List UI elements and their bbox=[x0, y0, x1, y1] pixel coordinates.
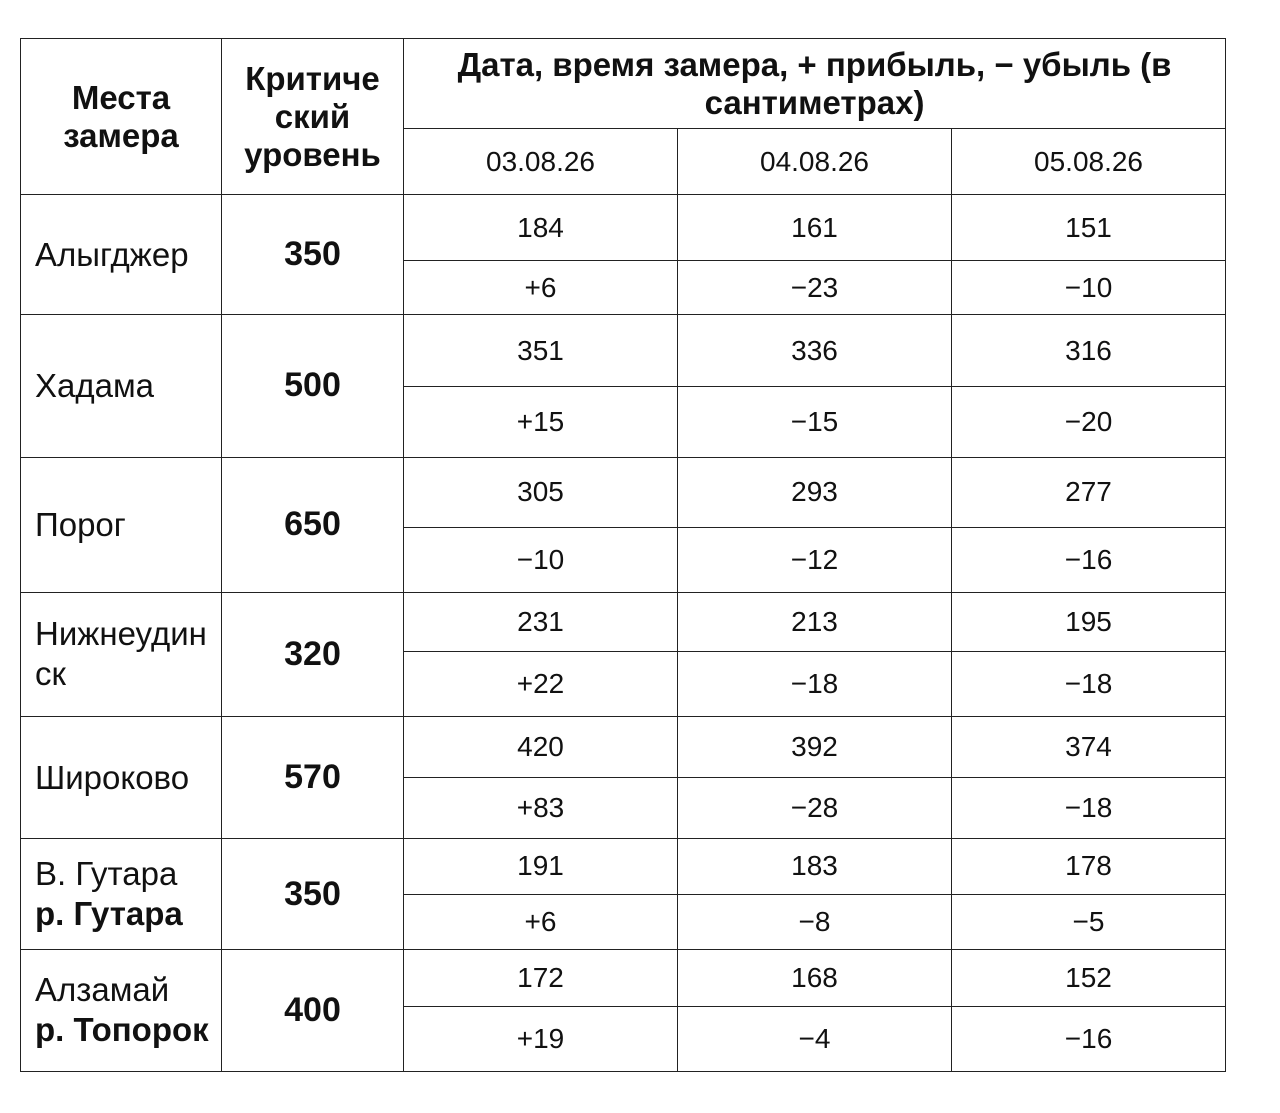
level-value-cell: 183 bbox=[678, 839, 952, 894]
change-value-cell: −16 bbox=[952, 1006, 1226, 1071]
change-value-cell: +15 bbox=[404, 387, 678, 457]
place-cell bbox=[21, 839, 222, 949]
header-row bbox=[21, 39, 1226, 129]
level-value-cell: 420 bbox=[404, 717, 678, 778]
place-name: В. Гутара bbox=[35, 855, 178, 892]
critical-level-cell: 320 bbox=[222, 592, 404, 716]
level-value-cell: 293 bbox=[678, 457, 952, 527]
change-value-cell: −18 bbox=[678, 651, 952, 716]
water-level-table bbox=[20, 38, 1226, 1072]
level-value-cell: 195 bbox=[952, 592, 1226, 651]
place-name: Хадама bbox=[35, 366, 155, 404]
level-value-cell: 277 bbox=[952, 457, 1226, 527]
critical-level-cell: 650 bbox=[222, 457, 404, 592]
change-value-cell: −12 bbox=[678, 527, 952, 592]
table-row bbox=[21, 839, 1226, 894]
critical-level-cell: 350 bbox=[222, 839, 404, 949]
change-value-cell: +83 bbox=[404, 778, 678, 839]
table-row bbox=[21, 717, 1226, 778]
place-cell bbox=[21, 195, 222, 315]
river-name: р. Топорок bbox=[35, 1011, 209, 1049]
change-value-cell: −28 bbox=[678, 778, 952, 839]
level-value-cell: 336 bbox=[678, 315, 952, 387]
level-value-cell: 178 bbox=[952, 839, 1226, 894]
change-value-cell: +6 bbox=[404, 894, 678, 949]
critical-level-cell: 400 bbox=[222, 949, 404, 1071]
place-cell bbox=[21, 315, 222, 457]
critical-level-cell: 570 bbox=[222, 717, 404, 839]
level-value-cell: 172 bbox=[404, 949, 678, 1006]
measurement-header: Дата, время замера, + прибыль, − убыль (в сантиметрах) bbox=[404, 39, 1226, 129]
change-value-cell: −10 bbox=[404, 527, 678, 592]
place-name: Алыгджер bbox=[35, 235, 189, 273]
place-name: Нижнеудинск bbox=[35, 615, 207, 693]
change-value-cell: −16 bbox=[952, 527, 1226, 592]
table-row bbox=[21, 195, 1226, 261]
level-value-cell: 151 bbox=[952, 195, 1226, 261]
change-value-cell: −10 bbox=[952, 261, 1226, 315]
level-value-cell: 374 bbox=[952, 717, 1226, 778]
level-value-cell: 184 bbox=[404, 195, 678, 261]
change-value-cell: −5 bbox=[952, 894, 1226, 949]
place-cell bbox=[21, 717, 222, 839]
change-value-cell: −20 bbox=[952, 387, 1226, 457]
place-name: Алзамай bbox=[35, 971, 170, 1009]
change-value-cell: −8 bbox=[678, 894, 952, 949]
table-row bbox=[21, 949, 1226, 1006]
table-row bbox=[21, 315, 1226, 387]
level-value-cell: 213 bbox=[678, 592, 952, 651]
change-value-cell: −15 bbox=[678, 387, 952, 457]
river-name: р. Гутара bbox=[35, 895, 183, 932]
date-header: 05.08.26 bbox=[952, 129, 1226, 195]
level-value-cell: 305 bbox=[404, 457, 678, 527]
critical-level-header: Критиче ский уровень bbox=[222, 39, 404, 195]
change-value-cell: +22 bbox=[404, 651, 678, 716]
place-name: Порог bbox=[35, 505, 126, 543]
change-value-cell: −18 bbox=[952, 778, 1226, 839]
critical-level-cell: 500 bbox=[222, 315, 404, 457]
level-value-cell: 392 bbox=[678, 717, 952, 778]
place-cell bbox=[21, 592, 222, 716]
critical-level-cell: 350 bbox=[222, 195, 404, 315]
level-value-cell: 316 bbox=[952, 315, 1226, 387]
table-row bbox=[21, 592, 1226, 651]
level-value-cell: 351 bbox=[404, 315, 678, 387]
place-cell bbox=[21, 457, 222, 592]
level-value-cell: 168 bbox=[678, 949, 952, 1006]
place-name: Широково bbox=[35, 758, 190, 796]
place-cell bbox=[21, 949, 222, 1071]
change-value-cell: −4 bbox=[678, 1006, 952, 1071]
table-row bbox=[21, 457, 1226, 527]
level-value-cell: 231 bbox=[404, 592, 678, 651]
level-value-cell: 161 bbox=[678, 195, 952, 261]
date-header: 04.08.26 bbox=[678, 129, 952, 195]
change-value-cell: +6 bbox=[404, 261, 678, 315]
places-header: Места замера bbox=[21, 39, 222, 195]
change-value-cell: +19 bbox=[404, 1006, 678, 1071]
date-header: 03.08.26 bbox=[404, 129, 678, 195]
change-value-cell: −23 bbox=[678, 261, 952, 315]
level-value-cell: 152 bbox=[952, 949, 1226, 1006]
level-value-cell: 191 bbox=[404, 839, 678, 894]
change-value-cell: −18 bbox=[952, 651, 1226, 716]
